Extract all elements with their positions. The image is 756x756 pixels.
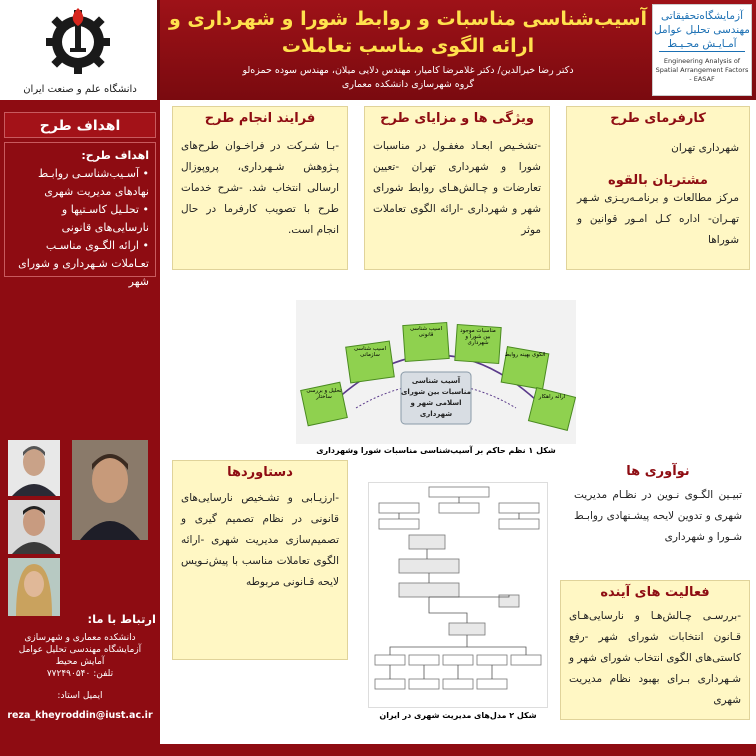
innovations-heading: نوآوری ها <box>626 464 690 479</box>
figure1-node-label: آسیب شناسی سازمانی <box>353 346 387 358</box>
photo-author-3 <box>8 500 60 554</box>
beneficiaries-heading: مشتریان بالقوه <box>608 173 708 188</box>
lab-logo <box>652 4 752 96</box>
figure1-center-label: آسیب شناسی مناسبات بین شورای اسلامی شهر و شهرداری <box>401 377 471 418</box>
contact-info <box>4 632 156 702</box>
objectives-list <box>11 165 149 291</box>
lab-name-line-3: آمـایـش محـیـط <box>659 37 745 52</box>
title-line-2: ارائه الگوی مناسب تعاملات <box>281 35 535 57</box>
innovations-text: تبیـین الگـوی نـوین در نظـام مدیریت شهری و تدوین لایحه پیشـنهادی روابـط شـورا و شهرداری <box>574 489 742 543</box>
future-heading: فعالیت های آینده <box>600 585 710 600</box>
poster-title <box>168 6 648 60</box>
figure1-node <box>403 323 449 362</box>
title-line-1: آسیب‌شناسی مناسبات و روابط شورا و شهرداری و <box>168 8 648 30</box>
group-name: گروه شهرسازی دانشکده معماری <box>341 79 475 90</box>
objective-item: • آسـیب‌شناسـی روابـط نهادهای مدیریت شهری <box>37 167 149 198</box>
email-link[interactable]: reza_kheyroddin@iust.ac.ir <box>7 710 153 721</box>
achievements-heading: دستاوردها <box>227 465 293 480</box>
figure1-diagram <box>296 300 576 444</box>
figure2-caption: شکل ۲ مدل‌های مدیریت شهری در ایران <box>379 711 537 720</box>
objective-item-text: ارائه الگـوی مناسـب تعـاملات شـهرداری و شورای شهر <box>18 239 149 288</box>
objective-item-text: آسـیب‌شناسـی روابـط نهادهای مدیریت شهری <box>37 167 149 198</box>
figure1-node-label: مناسبات موجود بین شورا و شهرداری <box>460 328 496 346</box>
figure1-node <box>501 347 549 390</box>
figure1-node-label: آسیب شناسی قانونی <box>409 326 443 338</box>
client-text: شهرداری تهران <box>671 142 739 154</box>
beneficiaries-text: مرکز مطالعات و برنامـه‌ریـزی شـهر تهـران- اداره کـل امـور قوانین و شوراها <box>577 192 739 246</box>
photo-author-1 <box>72 440 148 540</box>
contact-line: آزمایشگاه مهندسی تحلیل عوامل <box>18 645 142 655</box>
figure1-node <box>528 388 575 431</box>
university-logo-text: دانشگاه علم و صنعت ایران <box>23 84 137 95</box>
client-box <box>566 106 750 270</box>
objective-item: • ارائه الگـوی مناسـب تعـاملات شـهرداری و شورای شهر <box>18 239 149 288</box>
objectives-heading: اهداف طرح <box>4 112 156 138</box>
future-text: -بررسـی چـالش‌هـا و نارسایی‌هـای قـانون انتخابات شورای شهر -رفع کاستی‌های الگوی انتخاب شورای شهر و شـهرداری بـرای بهبود نظام مدیریت شهری <box>569 610 741 706</box>
client-heading: کارفرمای طرح <box>610 111 706 126</box>
contact-line: دانشکده معماری و شهرسازی <box>24 633 136 643</box>
objective-item-text: تحلـیل کاسـتیها و نارسایی‌های قانونی <box>61 203 149 234</box>
features-text: -تشخـیص ابعـاد مغفـول در مناسبات شورا و شهرداری تهران -تعیین تعارضات و چـالش‌هـای روابط شورای شهر و شهرداری -ارائه الگوی تعاملات موثر <box>373 140 541 236</box>
figure1-node <box>301 382 348 426</box>
lab-name-line-2: مهندسی تحلیل عوامل <box>654 24 750 36</box>
figure1-node <box>346 341 395 383</box>
email-label: ایمیل استاد: <box>57 691 103 701</box>
contact-heading: ارتباط با ما: <box>87 612 156 626</box>
objective-item: • تحلـیل کاسـتیها و نارسایی‌های قانونی <box>61 203 149 234</box>
figure2-diagram <box>368 482 548 708</box>
figure1-node-label: تحلیل و بررسی ساختار <box>306 388 342 400</box>
contact-phone: تلفن: ۷۷۲۴۹۰۵۴۰ <box>46 669 114 679</box>
future-box <box>560 580 750 720</box>
contact-line: آمایش محیط <box>55 657 105 667</box>
gear-torch-icon <box>0 0 160 100</box>
achievements-box <box>172 460 348 660</box>
figure1-caption: شکل ۱ نظم حاکم بر آسیب‌شناسی مناسبات شورا وشهرداری <box>316 446 556 455</box>
process-text: -بـا شـرکت در فراخـوان طرح‌های پـژوهش شـهرداری، پروپوزال ارسالی انتخاب شد. -شرح خدمات طرح با تصویب کارفرما در حال انجام است. <box>181 140 339 236</box>
figure1-node-label: الگوی بهینه روابط <box>504 352 546 358</box>
objectives-box <box>4 142 156 288</box>
university-logo <box>0 0 160 100</box>
authors-block <box>168 64 648 92</box>
photo-author-2 <box>8 440 60 496</box>
process-box <box>172 106 348 270</box>
footer-band <box>160 744 756 756</box>
features-heading: ویژگی ها و مزایای طرح <box>380 111 534 126</box>
authors: دکتر رضا خیرالدین/ دکتر غلامرضا کامیار، مهندس دلایی میلان، مهندس سوده حمزه‌لو <box>242 65 574 76</box>
objectives-intro: اهداف طرح: <box>81 149 149 162</box>
figure1-node <box>455 325 501 364</box>
achievements-text: -ارزیـابی و تشـخیص نارسایی‌های قانونی در نظام تصمیم گیری و تصمیم‌سازی مدیریت شهری -ارائه الگوی تعاملات مناسب با پیش‌نـویس لایحه قـانونی مربوطه <box>181 492 339 588</box>
lab-name-en: Engineering Analysis of Spatial Arrangement Factors - EASAF <box>655 57 749 83</box>
lab-name-line-1: آزمایشگاه‌تحقیقاتی <box>661 10 743 22</box>
innovations-box <box>566 460 750 570</box>
figure1-node-label: ارائه راهکار <box>538 394 566 400</box>
photo-author-4 <box>8 558 60 616</box>
features-box <box>364 106 550 270</box>
process-heading: فرایند انجام طرح <box>204 111 316 126</box>
